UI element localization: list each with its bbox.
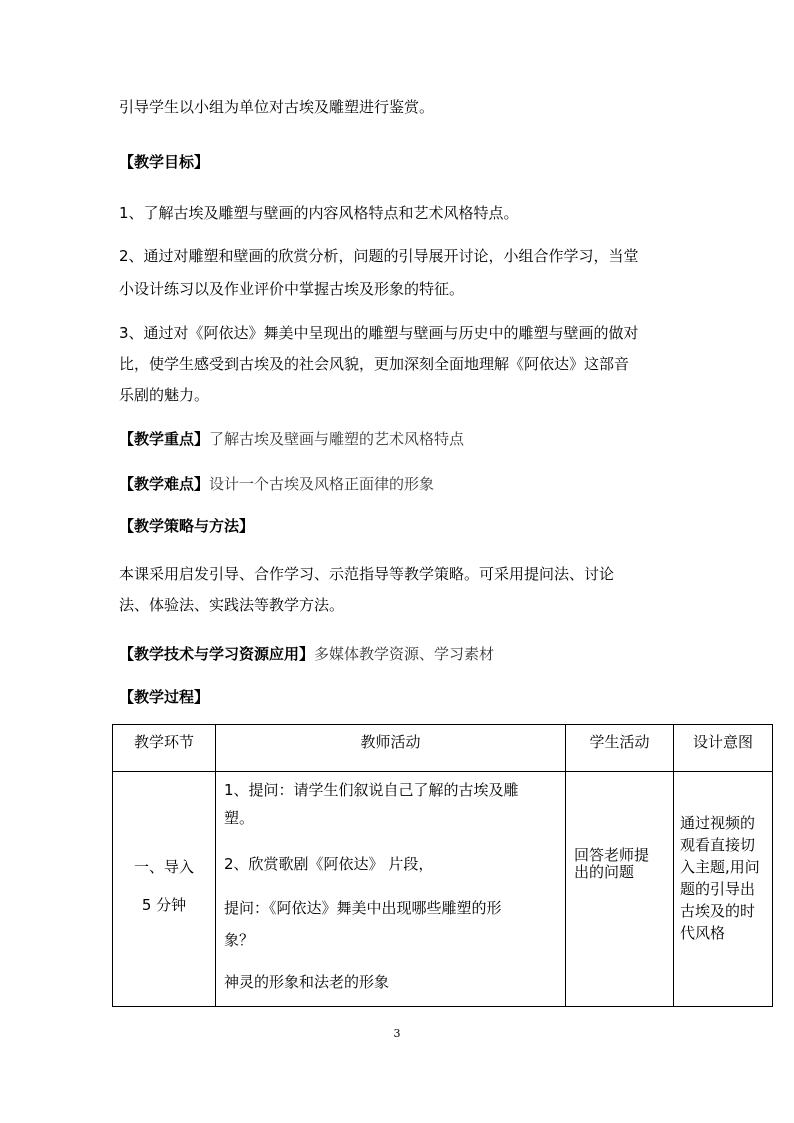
difficulty [119, 473, 434, 495]
design-intent-text: 通过视频的观看直接切入主题,用问题的引导出古埃及的时代风格 [680, 814, 760, 942]
teacher-line-4: 提问：《阿依达》舞美中出现哪些雕塑的形 [224, 899, 502, 917]
teacher-line-3: 2、欣赏歌剧《阿依达》 片段， [224, 855, 434, 873]
difficulty-label: 【教学难点】 [119, 475, 210, 493]
process-heading: 【教学过程】 [119, 688, 210, 706]
strategy-line-2: 法、体验法、实践法等教学方法。 [119, 596, 345, 614]
strategy-line-1: 本课采用启发引导、合作学习、示范指导等教学策略。可采用提问法、讨论 [119, 565, 615, 583]
objective-2-line-2: 小设计练习以及作业评价中掌握古埃及形象的特征。 [119, 280, 465, 298]
teacher-activity-cell [216, 772, 566, 1007]
header-student-activity: 学生活动 [566, 725, 674, 772]
key-point-label: 【教学重点】 [119, 430, 210, 448]
key-point [119, 428, 464, 450]
tech-text: 多媒体教学资源、学习素材 [314, 645, 495, 663]
teacher-line-5: 象？ [224, 931, 255, 949]
objective-3-line-2: 比，使学生感受到古埃及的社会风貌，更加深刻全面地理解《阿依达》这部音 [119, 355, 630, 373]
teacher-line-1: 1、提问：请学生们叙说自己了解的古埃及雕 [224, 781, 519, 799]
student-activity-text: 回答老师提出的问题 [574, 846, 650, 881]
table-row [113, 772, 773, 1007]
stage-cell [113, 772, 216, 1007]
strategy-heading: 【教学策略与方法】 [119, 517, 255, 535]
difficulty-text: 设计一个古埃及风格正面律的形象 [209, 475, 435, 493]
table-header-row [113, 725, 773, 772]
tech-label: 【教学技术与学习资源应用】 [119, 645, 315, 663]
process-table [112, 724, 773, 1007]
teacher-line-6: 神灵的形象和法老的形象 [224, 973, 390, 991]
teacher-line-2: 塑。 [224, 809, 255, 827]
intro-line: 引导学生以小组为单位对古埃及雕塑进行鉴赏。 [119, 98, 435, 116]
header-stage: 教学环节 [113, 725, 216, 772]
stage-duration: 5 分钟 [141, 896, 187, 914]
objective-1: 1、了解古埃及雕塑与壁画的内容风格特点和艺术风格特点。 [119, 204, 519, 222]
stage-name: 一、导入 [133, 858, 194, 876]
objective-3-line-1: 3、通过对《阿依达》舞美中呈现出的雕塑与壁画与历史中的雕塑与壁画的做对 [119, 324, 639, 342]
student-activity-cell [566, 772, 674, 1007]
tech-resources [119, 643, 494, 665]
page-number: 3 [393, 1027, 401, 1040]
objectives-heading: 【教学目标】 [119, 153, 210, 171]
key-point-text: 了解古埃及壁画与雕塑的艺术风格特点 [209, 430, 465, 448]
objective-2-line-1: 2、通过对雕塑和壁画的欣赏分析，问题的引导展开讨论，小组合作学习，当堂 [119, 247, 639, 265]
header-teacher-activity: 教师活动 [216, 725, 566, 772]
objective-3-line-3: 乐剧的魅力。 [119, 386, 210, 404]
design-intent-cell [674, 772, 773, 1007]
header-design-intent: 设计意图 [674, 725, 773, 772]
